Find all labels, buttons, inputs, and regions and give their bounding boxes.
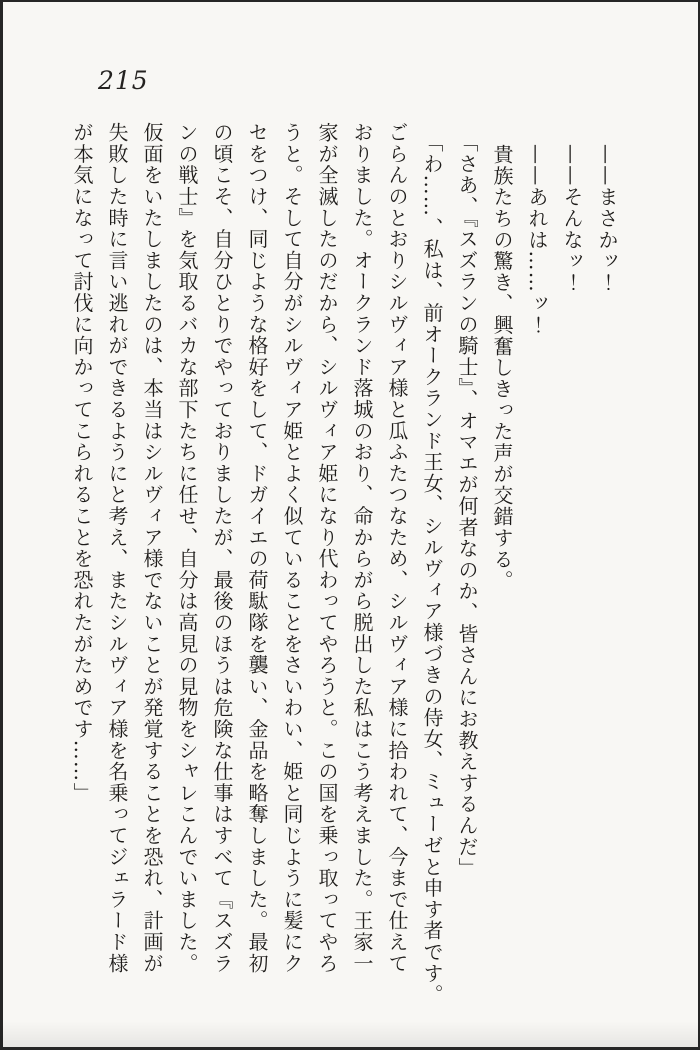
vertical-text-line: うと。そして自分がシルヴィア姫とよく似ていることをさいわい、姫と同じように髪にク bbox=[280, 122, 304, 974]
vertical-text-line: 「わ……、私は、前オークランド王女、シルヴィア様づきの侍女、ミューゼと申す者です。 bbox=[420, 132, 444, 1006]
vertical-text-line: ンの戦士』を気取るバカな部下たちに任せ、自分は高見の見物をシャレこんでいました。 bbox=[175, 122, 199, 974]
vertical-text-line: 「さあ、『スズランの騎士』、オマエが何者なのか、皆さんにお教えするんだ」 bbox=[455, 132, 479, 879]
vertical-text-line: が本気になって討伐に向かってこられることを恐れたがためです……」 bbox=[70, 122, 94, 804]
vertical-text-line: ——あれは……ッ！ bbox=[525, 144, 549, 336]
vertical-text-line: ——まさかッ！ bbox=[595, 144, 619, 294]
page-number: 215 bbox=[98, 66, 149, 95]
vertical-text-line: 貴族たちの驚き、興奮しきった声が交錯する。 bbox=[490, 144, 514, 592]
vertical-text-line: の頃こそ、自分ひとりでやっておりましたが、最後のほうは危険な仕事はすべて『スズラ bbox=[210, 122, 234, 974]
vertical-text-line: セをつけ、同じような格好をして、ドガイエの荷駄隊を襲い、金品を略奪しました。最初 bbox=[245, 122, 269, 974]
page-edge-left bbox=[0, 0, 3, 1050]
vertical-text-line: ごらんのとおりシルヴィア様と瓜ふたつなため、シルヴィア様に拾われて、今まで仕えて bbox=[385, 122, 409, 974]
vertical-text-line: おりました。オークランド落城のおり、命からがら脱出した私はこう考えました。王家一 bbox=[350, 122, 374, 974]
page-edge-top bbox=[0, 0, 700, 2]
vertical-text-line: 仮面をいたしましたのは、本当はシルヴィア様でないことが発覚することを恐れ、計画が bbox=[140, 122, 164, 974]
vertical-text-line: 家が全滅したのだから、シルヴィア姫になり代わってやろうと。この国を乗っ取ってやろ bbox=[315, 122, 339, 974]
vertical-text-block bbox=[64, 122, 624, 1006]
vertical-text-line: 失敗した時に言い逃れができるようにと考え、またシルヴィア様を名乗ってジェラード様 bbox=[105, 122, 129, 974]
page-bottom-shadow bbox=[0, 1021, 700, 1047]
vertical-text-line: ——そんなッ！ bbox=[560, 144, 584, 294]
